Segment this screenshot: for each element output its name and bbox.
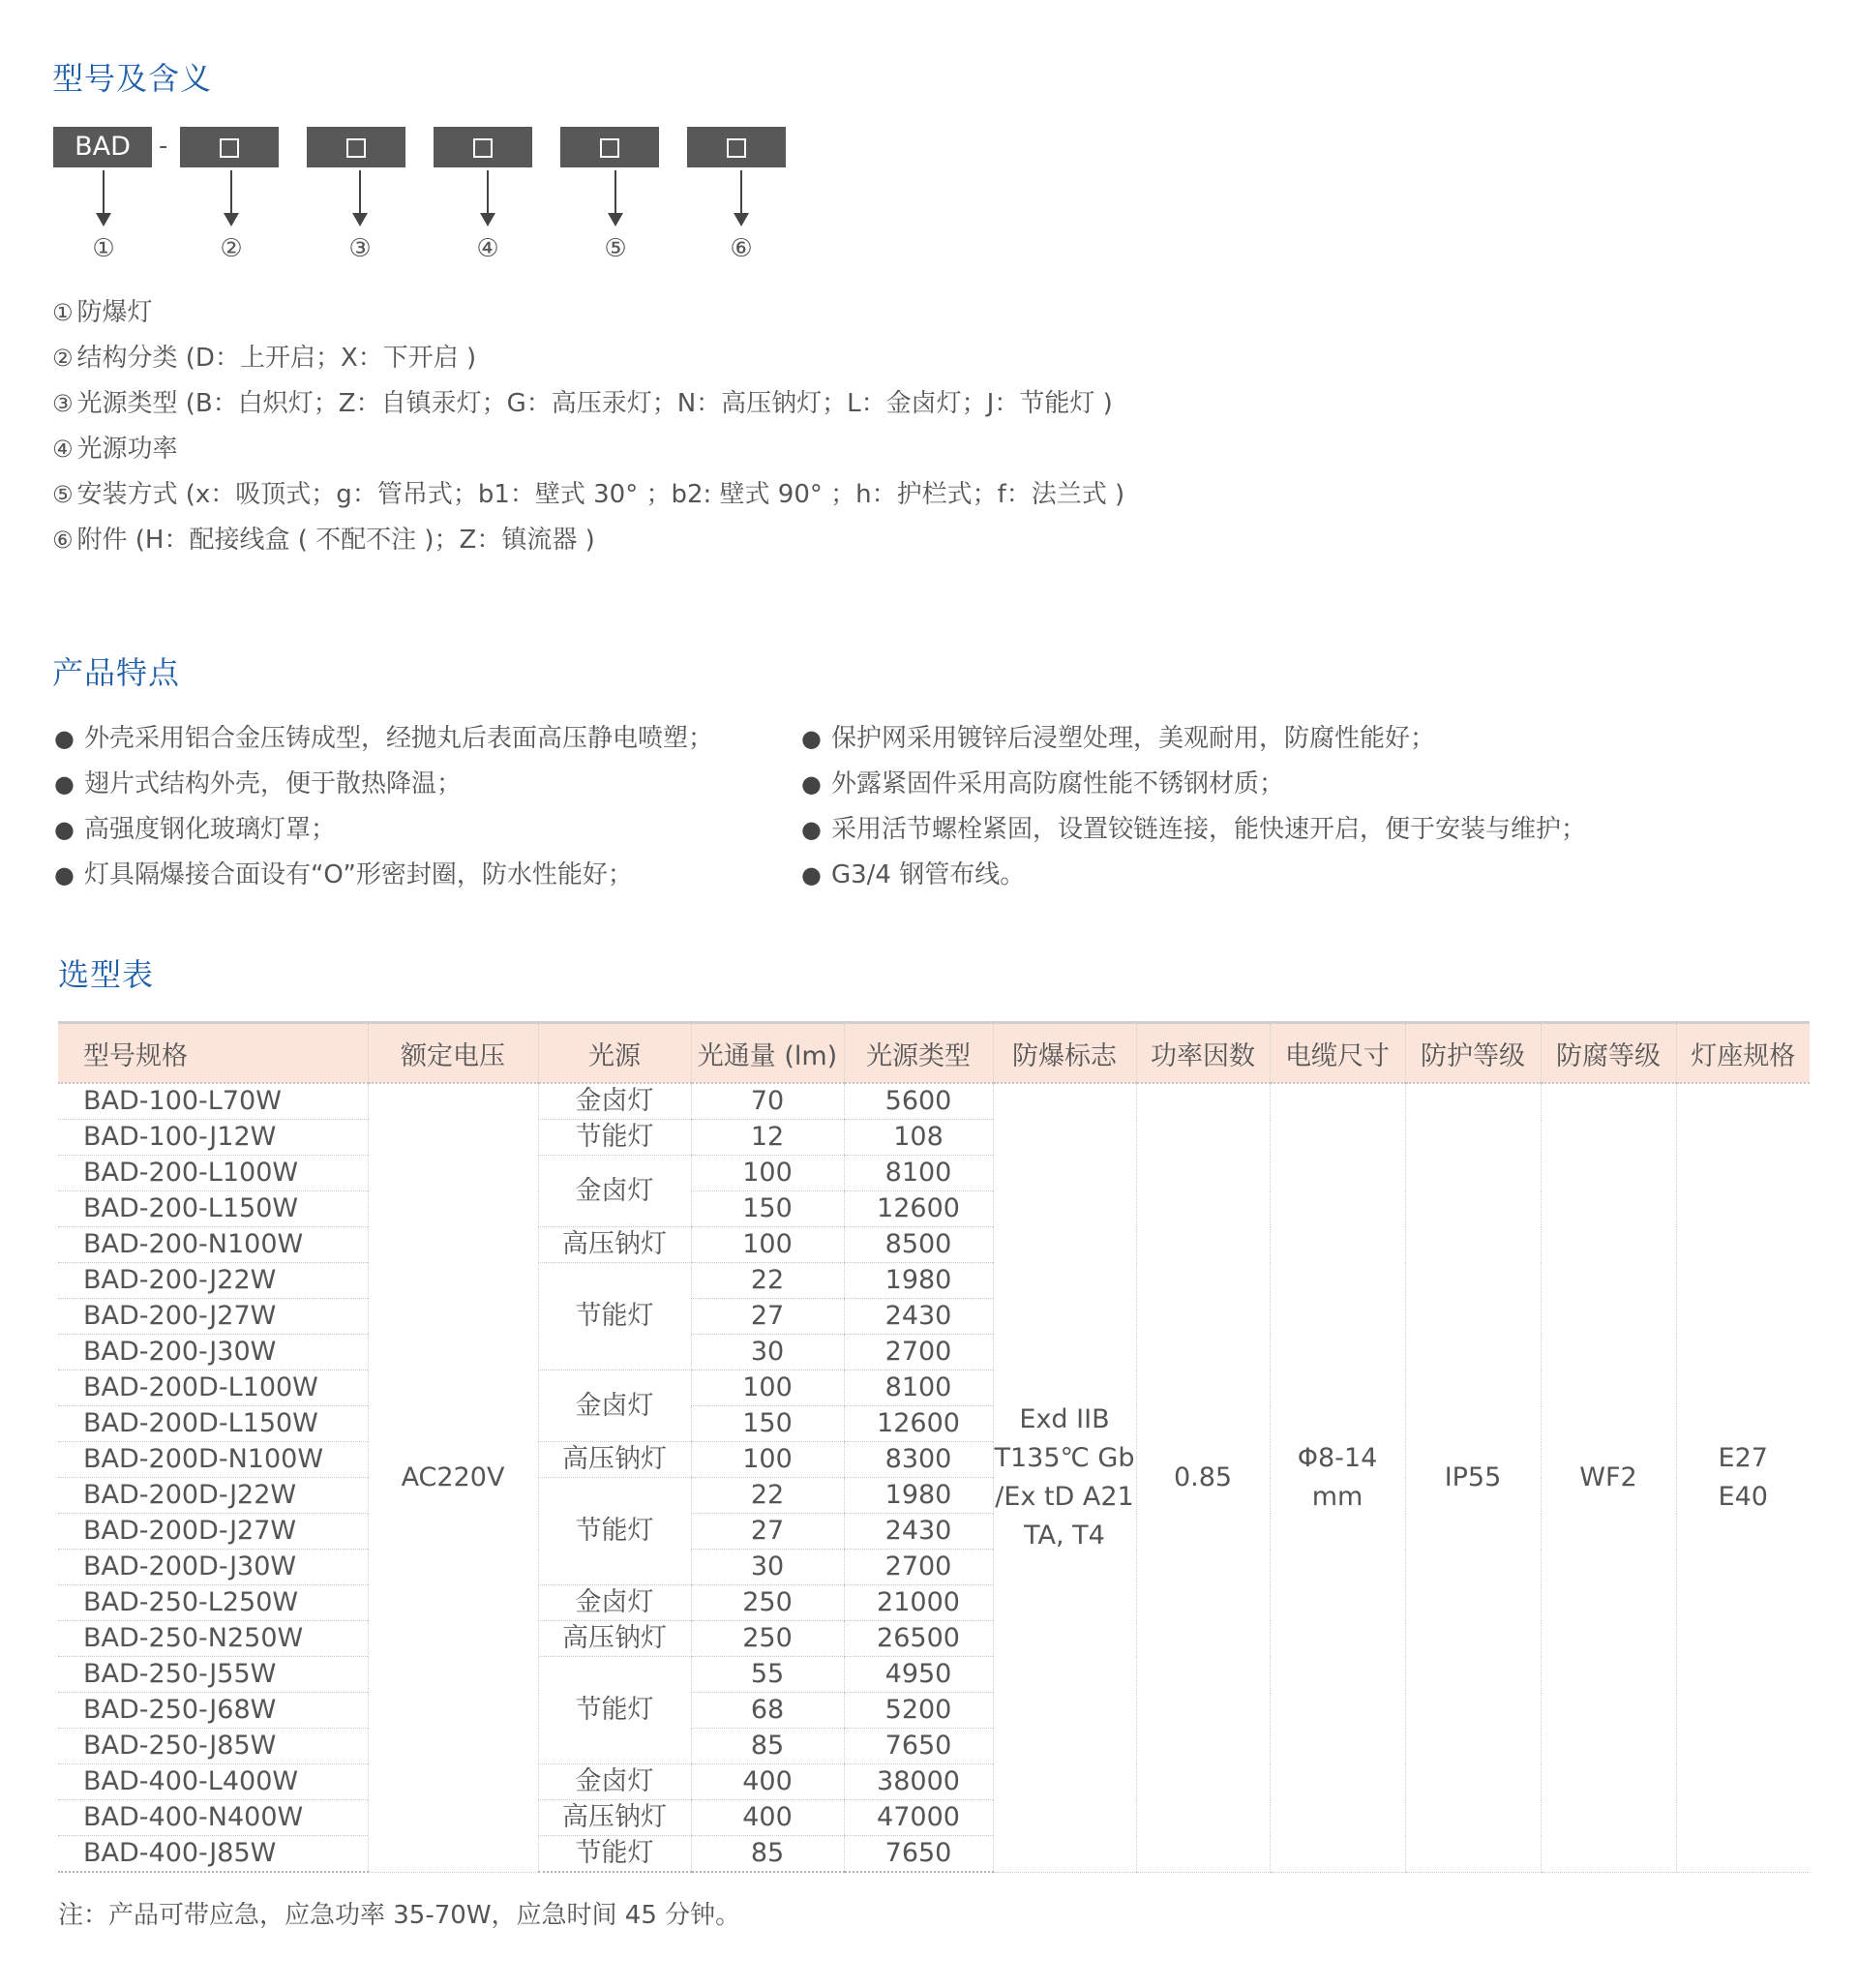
feature-item: ● 翅片式结构外壳，便于散热降温； xyxy=(54,762,713,807)
model-cell: BAD-100-L70W xyxy=(58,1083,368,1120)
col-header-source: 光源 xyxy=(538,1023,691,1084)
col-header-voltage: 额定电压 xyxy=(368,1023,538,1084)
feature-item: ● 外壳采用铝合金压铸成型，经抛丸后表面高压静电喷塑； xyxy=(54,716,713,762)
source-type-cell: 5200 xyxy=(844,1693,993,1729)
code-placeholder-box xyxy=(434,127,532,167)
lamp-base-cell-line: E40 xyxy=(1718,1481,1768,1512)
feature-item: ● 外露紧固件采用高防腐性能不锈钢材质； xyxy=(801,762,1586,807)
cable-cell-line: mm xyxy=(1311,1481,1364,1512)
down-arrow-icon xyxy=(740,170,742,221)
flux-cell: 250 xyxy=(691,1585,844,1621)
model-cell: BAD-200-L100W xyxy=(58,1156,368,1191)
footnote: 注：产品可带应急，应急功率 35-70W，应急时间 45 分钟。 xyxy=(58,1901,741,1930)
meaning-item: ③ 光源类型 (B：白炽灯；Z：自镇汞灯；G：高压汞灯；N：高压钠灯；L：金卤灯；J：节能灯 ) xyxy=(52,389,1113,418)
code-position-number: ③ xyxy=(348,234,372,263)
source-cell: 金卤灯 xyxy=(538,1083,691,1120)
flux-cell: 22 xyxy=(691,1478,844,1514)
flux-cell: 250 xyxy=(691,1621,844,1657)
code-prefix-box: BAD xyxy=(53,127,152,167)
source-type-cell: 21000 xyxy=(844,1585,993,1621)
source-cell: 节能灯 xyxy=(538,1478,691,1585)
col-header-cable: 电缆尺寸 xyxy=(1270,1023,1405,1084)
table-header-row xyxy=(58,1023,1810,1084)
source-type-cell: 8100 xyxy=(844,1371,993,1406)
model-cell: BAD-400-J85W xyxy=(58,1836,368,1873)
code-position-number: ⑥ xyxy=(730,234,753,263)
source-cell: 金卤灯 xyxy=(538,1156,691,1227)
meaning-item: ② 结构分类 (D：上开启；X：下开启 ) xyxy=(52,344,477,373)
source-type-cell: 26500 xyxy=(844,1621,993,1657)
flux-cell: 12 xyxy=(691,1120,844,1156)
code-position-number: ① xyxy=(92,234,115,263)
flux-cell: 70 xyxy=(691,1083,844,1120)
source-type-cell: 8500 xyxy=(844,1227,993,1263)
source-type-cell: 8100 xyxy=(844,1156,993,1191)
flux-cell: 22 xyxy=(691,1263,844,1299)
selection-table-heading: 选型表 xyxy=(58,956,155,993)
model-cell: BAD-200D-J27W xyxy=(58,1514,368,1550)
code-placeholder-box xyxy=(307,127,405,167)
model-meaning-heading: 型号及含义 xyxy=(52,60,213,97)
flux-cell: 100 xyxy=(691,1371,844,1406)
col-header-lamp-base: 灯座规格 xyxy=(1676,1023,1810,1084)
voltage-cell: AC220V xyxy=(368,1083,538,1872)
down-arrow-icon xyxy=(103,170,105,221)
source-type-cell: 1980 xyxy=(844,1478,993,1514)
source-cell: 金卤灯 xyxy=(538,1585,691,1621)
flux-cell: 68 xyxy=(691,1693,844,1729)
feature-item: ● G3/4 钢管布线。 xyxy=(801,853,1586,898)
code-position-number: ② xyxy=(220,234,243,263)
model-cell: BAD-200D-L100W xyxy=(58,1371,368,1406)
model-cell: BAD-200-J22W xyxy=(58,1263,368,1299)
source-cell: 节能灯 xyxy=(538,1120,691,1156)
cable-cell xyxy=(1270,1083,1405,1872)
down-arrow-icon xyxy=(614,170,616,221)
source-type-cell: 1980 xyxy=(844,1263,993,1299)
code-dash: - xyxy=(159,132,168,161)
protection-cell: IP55 xyxy=(1405,1083,1541,1872)
ex-mark-cell-line: Exd IIB xyxy=(1019,1403,1110,1434)
col-header-model: 型号规格 xyxy=(58,1023,368,1084)
source-cell: 高压钠灯 xyxy=(538,1621,691,1657)
code-placeholder-box xyxy=(180,127,279,167)
col-header-protection: 防护等级 xyxy=(1405,1023,1541,1084)
ex-mark-cell xyxy=(993,1083,1136,1872)
source-cell: 节能灯 xyxy=(538,1657,691,1764)
model-cell: BAD-250-J85W xyxy=(58,1729,368,1764)
feature-item: ● 采用活节螺栓紧固，设置铰链连接，能快速开启，便于安装与维护； xyxy=(801,807,1586,853)
source-type-cell: 12600 xyxy=(844,1191,993,1227)
model-meaning-list xyxy=(52,290,1124,563)
model-cell: BAD-250-N250W xyxy=(58,1621,368,1657)
flux-cell: 150 xyxy=(691,1191,844,1227)
power-factor-cell: 0.85 xyxy=(1136,1083,1270,1872)
source-cell: 金卤灯 xyxy=(538,1371,691,1442)
ex-mark-cell-line: TA, T4 xyxy=(1024,1520,1105,1551)
model-cell: BAD-400-N400W xyxy=(58,1800,368,1836)
col-header-flux: 光通量 (lm) xyxy=(691,1023,844,1084)
features-heading: 产品特点 xyxy=(52,654,181,691)
feature-item: ● 保护网采用镀锌后浸塑处理，美观耐用，防腐性能好； xyxy=(801,716,1586,762)
source-type-cell: 47000 xyxy=(844,1800,993,1836)
col-header-source-type: 光源类型 xyxy=(844,1023,993,1084)
model-cell: BAD-250-L250W xyxy=(58,1585,368,1621)
flux-cell: 100 xyxy=(691,1156,844,1191)
model-cell: BAD-200D-N100W xyxy=(58,1442,368,1478)
source-type-cell: 108 xyxy=(844,1120,993,1156)
flux-cell: 85 xyxy=(691,1729,844,1764)
source-type-cell: 38000 xyxy=(844,1764,993,1800)
model-cell: BAD-200D-J30W xyxy=(58,1550,368,1585)
model-cell: BAD-200D-L150W xyxy=(58,1406,368,1442)
source-type-cell: 2430 xyxy=(844,1514,993,1550)
source-cell: 金卤灯 xyxy=(538,1764,691,1800)
flux-cell: 400 xyxy=(691,1764,844,1800)
source-cell: 高压钠灯 xyxy=(538,1800,691,1836)
col-header-ex-mark: 防爆标志 xyxy=(993,1023,1136,1084)
source-cell: 节能灯 xyxy=(538,1263,691,1371)
source-type-cell: 2700 xyxy=(844,1335,993,1371)
features-list-left xyxy=(54,716,713,898)
model-cell: BAD-250-J68W xyxy=(58,1693,368,1729)
source-cell: 高压钠灯 xyxy=(538,1442,691,1478)
meaning-item: ⑥ 附件 (H：配接线盒 ( 不配不注 )；Z：镇流器 ) xyxy=(52,526,595,555)
source-type-cell: 2700 xyxy=(844,1550,993,1585)
meaning-item: ④ 光源功率 xyxy=(52,435,178,464)
selection-table xyxy=(58,1021,1810,1873)
source-cell: 节能灯 xyxy=(538,1836,691,1873)
down-arrow-icon xyxy=(230,170,232,221)
source-type-cell: 4950 xyxy=(844,1657,993,1693)
cable-cell-line: Φ8-14 xyxy=(1297,1442,1378,1473)
source-type-cell: 2430 xyxy=(844,1299,993,1335)
source-type-cell: 12600 xyxy=(844,1406,993,1442)
lamp-base-cell-line: E27 xyxy=(1718,1442,1768,1473)
model-cell: BAD-200-L150W xyxy=(58,1191,368,1227)
features-list-right xyxy=(801,716,1586,898)
ex-mark-cell-line: T135℃ Gb xyxy=(994,1442,1135,1473)
flux-cell: 55 xyxy=(691,1657,844,1693)
flux-cell: 27 xyxy=(691,1299,844,1335)
col-header-power-factor: 功率因数 xyxy=(1136,1023,1270,1084)
model-cell: BAD-200-J30W xyxy=(58,1335,368,1371)
down-arrow-icon xyxy=(487,170,489,221)
col-header-anticorrosion: 防腐等级 xyxy=(1541,1023,1676,1084)
code-placeholder-box xyxy=(560,127,659,167)
source-type-cell: 7650 xyxy=(844,1836,993,1873)
feature-item: ● 高强度钢化玻璃灯罩； xyxy=(54,807,713,853)
model-cell: BAD-100-J12W xyxy=(58,1120,368,1156)
source-type-cell: 5600 xyxy=(844,1083,993,1120)
lamp-base-cell xyxy=(1676,1083,1810,1872)
model-cell: BAD-400-L400W xyxy=(58,1764,368,1800)
down-arrow-icon xyxy=(359,170,361,221)
code-position-number: ④ xyxy=(476,234,499,263)
flux-cell: 150 xyxy=(691,1406,844,1442)
anticorrosion-cell: WF2 xyxy=(1541,1083,1676,1872)
model-cell: BAD-200-J27W xyxy=(58,1299,368,1335)
model-cell: BAD-250-J55W xyxy=(58,1657,368,1693)
feature-item: ● 灯具隔爆接合面设有“O”形密封圈，防水性能好； xyxy=(54,853,713,898)
ex-mark-cell-line: /Ex tD A21 xyxy=(995,1481,1134,1512)
flux-cell: 85 xyxy=(691,1836,844,1873)
code-position-number: ⑤ xyxy=(604,234,627,263)
model-cell: BAD-200-N100W xyxy=(58,1227,368,1263)
meaning-item: ⑤ 安装方式 (x：吸顶式；g：管吊式；b1：壁式 30° ；b2: 壁式 90° ；h：护栏式；f：法兰式 ) xyxy=(52,480,1125,509)
flux-cell: 27 xyxy=(691,1514,844,1550)
source-cell: 高压钠灯 xyxy=(538,1227,691,1263)
flux-cell: 400 xyxy=(691,1800,844,1836)
flux-cell: 100 xyxy=(691,1227,844,1263)
table-row xyxy=(58,1083,1810,1120)
flux-cell: 100 xyxy=(691,1442,844,1478)
source-type-cell: 7650 xyxy=(844,1729,993,1764)
meaning-item: ① 防爆灯 xyxy=(52,298,153,327)
flux-cell: 30 xyxy=(691,1550,844,1585)
flux-cell: 30 xyxy=(691,1335,844,1371)
code-placeholder-box xyxy=(687,127,786,167)
model-cell: BAD-200D-J22W xyxy=(58,1478,368,1514)
source-type-cell: 8300 xyxy=(844,1442,993,1478)
